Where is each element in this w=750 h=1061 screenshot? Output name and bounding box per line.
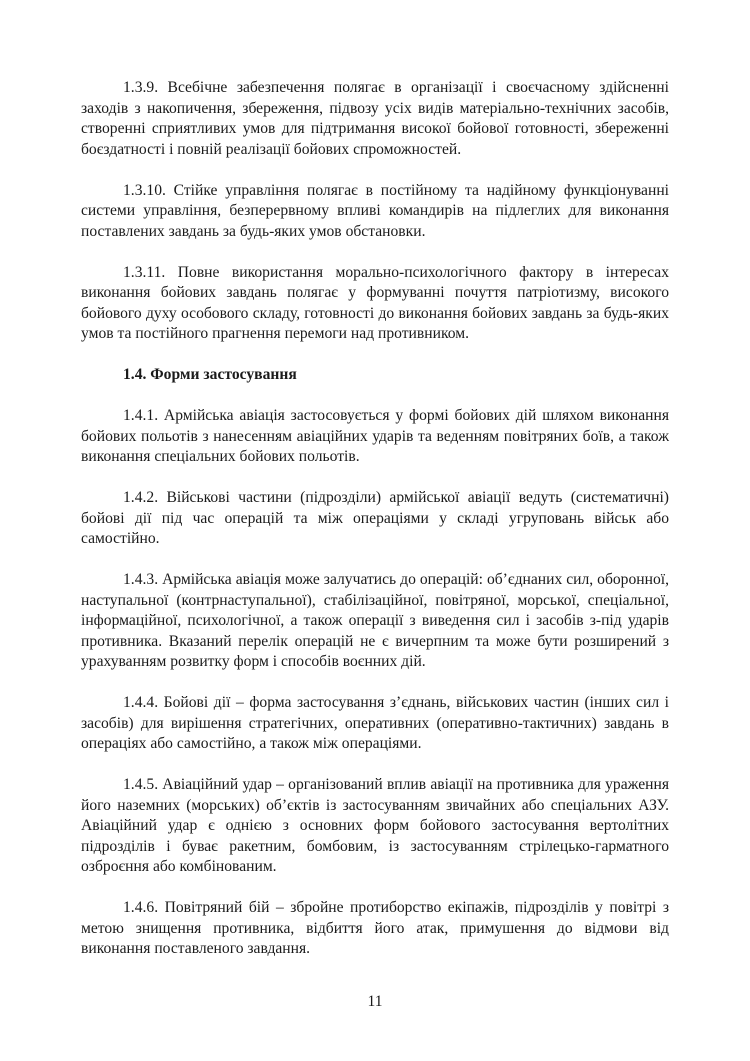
document-page — [81, 78, 669, 980]
paragraph-1-4-5: 1.4.5. Авіаційний удар – організований вплив авіації на противника для ураження його наземних (морських) об’єктів із застосуванням звичайних або спеціальних АЗУ. Авіаційний удар є однією з основних форм бойового застосування вертолітних підрозділів і буває ракетним, бомбовим, із застосуванням стрілецько-гарматного озброєння або комбінованим. — [81, 776, 669, 875]
paragraph-1-4-3: 1.4.3. Армійська авіація може залучатись до операцій: об’єднаних сил, оборонної, наступальної (контрнаступальної), стабілізаційної, повітряної, морської, спеціальної, інформаційної, психологічної, а також операції з виведення сил і засобів з-під ударів противника. Вказаний перелік операцій не є вичерпним та може бути розширений з урахуванням розвитку форм і способів воєнних дій. — [81, 571, 669, 670]
paragraph-1-4-1: 1.4.1. Армійська авіація застосовується у формі бойових дій шляхом виконання бойових польотів з нанесенням авіаційних ударів та веденням повітряних боїв, а також виконання спеціальних бойових польотів. — [81, 407, 669, 465]
section-heading: 1.4. Форми застосування — [123, 366, 297, 383]
paragraph-1-3-11: 1.3.11. Повне використання морально-психологічного фактору в інтересах виконання бойових завдань полягає у формуванні почуття патріотизму, високого бойового духу особового складу, готовності до виконання бойових завдань за будь-яких умов та постійного прагнення перемоги над противником. — [81, 263, 669, 342]
paragraph-1-4-4: 1.4.4. Бойові дії – форма застосування з’єднань, військових частин (інших сил і засобів) для вирішення стратегічних, оперативних (оперативно-тактичних) завдань в операціях або самостійно, а також між операціями. — [81, 694, 669, 752]
page-number: 11 — [367, 993, 383, 1010]
paragraph-1-3-9: 1.3.9. Всебічне забезпечення полягає в організації і своєчасному здійсненні заходів з накопичення, збереження, підвозу усіх видів матеріально-технічних засобів, створенні сприятливих умов для підтримання високої бойової готовності, збереженні боєздатності і повній реалізації бойових спроможностей. — [81, 79, 669, 158]
paragraph-1-4-2: 1.4.2. Військові частини (підрозділи) армійської авіації ведуть (систематичні) бойові дії під час операцій та між операціями у складі угруповань військ або самостійно. — [81, 489, 669, 547]
paragraph-1-4-6: 1.4.6. Повітряний бій – збройне протиборство екіпажів, підрозділів у повітрі з метою знищення противника, відбиття його атак, примушення до відмови від виконання поставленого завдання. — [81, 899, 669, 957]
paragraph-1-3-10: 1.3.10. Стійке управління полягає в постійному та надійному функціонуванні системи управління, безперервному впливі командирів на підлеглих для виконання поставлених завдань за будь-яких умов обстановки. — [81, 181, 669, 240]
